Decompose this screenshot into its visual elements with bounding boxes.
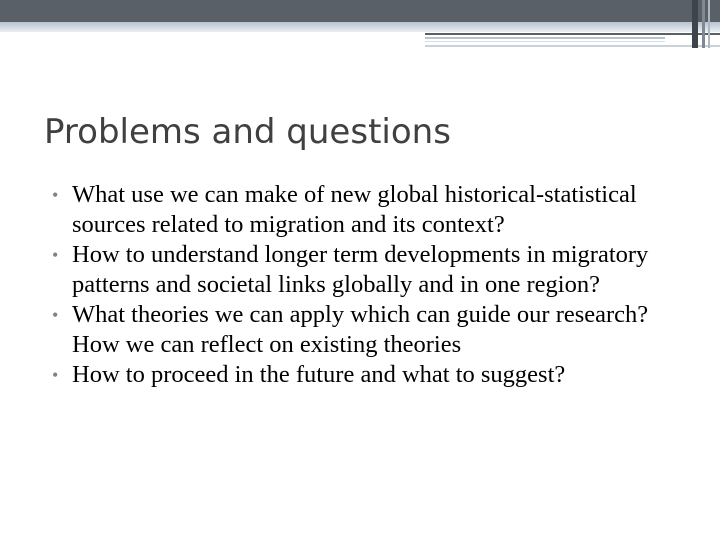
bullet-item: [52, 180, 692, 240]
bullet-icon: •: [52, 245, 59, 265]
bullet-text: How to understand longer term developments in migratory patterns and societal links globally and in one region?: [72, 241, 649, 298]
bullet-list: [52, 180, 692, 390]
bullet-text: What theories we can apply which can guide our research? How we can reflect on existing theories: [72, 301, 649, 358]
decor-stripe: [692, 0, 698, 48]
bullet-icon: •: [52, 185, 59, 205]
decor-line: [425, 37, 665, 39]
decor-stripe: [702, 0, 705, 48]
bullet-item: [52, 360, 692, 390]
bullet-icon: •: [52, 365, 59, 385]
top-decor-gradient: [0, 22, 720, 32]
decor-line: [425, 45, 720, 47]
bullet-item: [52, 240, 692, 300]
bullet-text: How to proceed in the future and what to suggest?: [72, 361, 566, 388]
decor-line: [425, 41, 665, 42]
bullet-item: [52, 300, 692, 360]
bullet-text: What use we can make of new global historical-statistical sources related to migration and its context?: [72, 181, 637, 238]
decor-line: [425, 33, 720, 35]
top-decor-bar: [0, 0, 720, 22]
decor-stripe: [708, 0, 710, 48]
bullet-icon: •: [52, 305, 59, 325]
slide-title: Problems and questions: [44, 112, 451, 152]
